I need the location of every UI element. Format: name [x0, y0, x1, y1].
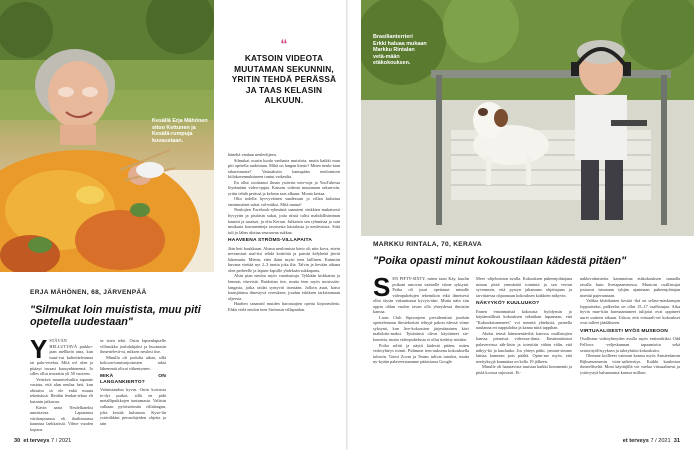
right-col1-p3: Poika selitti ja näytti kädestä pitäen, miten videoyhteys toimii. Pidimme tren-auksena kokouksella tulosiin. Totesi Zoom ja Teams tulivat tutuiksi, mutta ny-kyään palaveerauamme pääasiassa Google	[373, 342, 469, 365]
right-page-number: 31	[673, 438, 680, 444]
right-col2-p4: Minulle oli haastavista muistaa kaikki kommentit ja pitää koossa sujuvasti. Ei-	[476, 364, 572, 375]
right-headline: "Poika opasti minut kokoustilaan kädestä pitäen"	[373, 255, 627, 267]
left-page-footer	[14, 438, 71, 444]
left-col2-p2: Minulla oli joululta aikaa, sillä kokoon-tumisrajoitusten takia lähemmät olivat vähentyneet.	[100, 354, 166, 371]
right-col2-subheading: NÄKYYKÖ? KUULUUKO?	[476, 301, 540, 307]
right-person-name: MARKKU RINTALA, 70, KERAVA	[373, 241, 482, 248]
left-col3-text: häneltä vanhan neuleohjeen.	[228, 152, 277, 157]
left-col3-p6: Jäin heti koukkuun. Alussa neulomista hieto oli niin kova, ettein nevtamiset mal-tisi tehdä kotitöitä ja paivää kölyheää jäivät lukematta. Mietin, ettei ikäni myisi teen laillinen. Kuinniin kuvana viettää nyt 2–3 tuntia joka ilta. Talvin ja kevään aikana olen perheelle ja lapsen-lapsille yhdeksän sukkaparia.	[228, 245, 340, 273]
left-col3-p5: Neulojien Facebook-ryhmästä saamieni vinkkien mukaisesti hyvyytin ja pistäisin sukat, jotta niistä tulisi mahdollisimman kauniit ja tasaiset, ja olin Kerran. Julkaisin sen ryhmässä ja sain muikaria kommentteja tasoisesta käsialasta ja neuleosista. Siitä tuli jo lähes alottaa seuraavaa sukkaa.	[228, 207, 340, 235]
right-col3-text: nakkivalmistetta kammottaa etäkokouksen sanaalla tavalla kuin livetapaamisessa. Muutoin osallistujat joutuvat istumaan tyhjän ajanmaan puheenjohtajan miettiä pajerrantaan.	[580, 276, 680, 298]
left-page-number: 30	[14, 438, 21, 444]
left-magazine-name: et terveys	[23, 438, 50, 444]
photo-man-with-dog	[361, 0, 694, 236]
right-col2-text: Meet -ohjelmiston avulla. Kokouksen puheenjohtajana minun piteä ymmärtää toiminta ja sen verran syvemmin, että pystyn jakamaan ohjeitajaan ja tarvittaessa ohjaamaan kokouksen kaikkien näkyvin.	[476, 276, 572, 298]
right-col3-subheading: VIRTUAALISESTI MYÖS MUSEOON	[580, 328, 669, 334]
right-column-1	[373, 276, 469, 432]
left-person-name: ERJA MÄHÖNEN, 68, JÄRVENPÄÄ	[30, 289, 147, 296]
right-col1-p2: Lions Club Sipoonjoen presidenttinä jouduin opettelemaan iltesteketistä tehtyjä pakon edessä viime syksynä, kun live-kokousten järjestäminen kävi mahdotto-maksi. Tyttäränsä olivat käyttäneet sie-kometia, mutta videopuhelusta ei ollut tiedetty mitään.	[373, 314, 469, 343]
left-col1-text: STÄVÄN HELLUTTAVÄ puikko-jaan mellkein aina, kun tutui-vat kaltoitteleamaa tai pala-verelaa. Mitä ovl olen ja pitäayt isuzasi kaasynhtenemä. Jo silles ollut teoraatin yli 50 vuoteen.	[30, 338, 93, 377]
right-col3-p2: Valikta klubilainen kestää -ikä on seläse-mäskompin loppiaiseksi, palkeelsa on ollut 15–17 osallistujaa. Aika hyvin mue-kiin harmaantuneet tulijoiat ovat oppineet uuret uutteen aikaan. Uskon, että virtuaali-set kokoukset ovat tulleet jäädäkseen.	[580, 298, 680, 326]
quote-mark-icon: “	[280, 36, 288, 52]
left-col3-p7: Alsin pian neuloa myös varuksutuja. Tykkään kirkkaista ja lemmis värreistä. Raidoitan itse, mutta teen myös mosissäis-langasta, jotka raidat syntyvät itsestään. Jolloin asiat, katso kaaisjäänsu ilmestyvä vereuksen, joudun erkiksen tarkistamaan oljeesta.	[228, 273, 340, 301]
left-col3-subheading: HAAVEENA STRÖMS-VILLAPAITA	[228, 238, 313, 244]
left-column-1	[30, 338, 93, 432]
left-col1-p3: Kävin aaria Neulelkateksi unnistavaa Lapuanssa värittarpiaassa eli ihailtemassa kaunista laekkarisiä. Vilme vuoden kopaoa	[30, 404, 93, 432]
right-page-footer	[623, 438, 680, 444]
right-issue: 7 / 2021	[650, 438, 671, 444]
left-issue: 7 / 2021	[51, 438, 72, 444]
left-col1-p2: Veistävä maanivelsulttu tapaatte vastata, että alan neulaa heti, kun ohtsutta sä ole enkä muuta tekemässä. Heidän leudan-tekua eli kuinnin jatkuvaa.	[30, 376, 93, 405]
right-photo-caption: Brasilianterrieri Erkki haluaa mukaan Markku Rintalan vetä-mään etäkokouksen.	[373, 34, 427, 67]
right-col3-p3: Osallistun videoyhteyden avulla myös entiserikiksi Odd Fellows -veljeskunnan tapaamisiin sekä seniorityöllisyyksen ja talotyhtiön kokouksiin.	[580, 336, 680, 353]
right-column-3	[580, 276, 680, 432]
left-headline: "Silmukat loin muistista, muu piti opetella uudestaan"	[30, 304, 201, 329]
left-column-2	[100, 338, 166, 432]
photo-knitting-woman	[0, 0, 214, 272]
pull-quote-text: KATSOIN VIDEOTA MUUTAMAN SEKUNNIN, YRITIN TEHDÄ PERÄSSÄ JA TAAS KELASIN ALKUUN.	[231, 53, 337, 106]
left-col2-p3: Valmistaudun hyvin. Ostin koivusta te-dyt puikot, sillä en pidä metallipuikkojen tuntumasta. Valitsin valkaan pyöristetmän villalangan, joka kestää kulutusta. Kyse-lin ystäväldäni perusohjeiden ohjetta ja tain	[100, 387, 166, 426]
dropcap-y: Y	[30, 338, 48, 364]
left-col3-p2: Silmukat osasin luoda vanhasta muistista, mutta kaikki muu piti opetella uudestaan. Mikä on langan kierto? Miten neulo-taan takareunasta? Vastuaksiin kantapään neulomisen kiilakavennuksineen tuntui vaikealta.	[228, 157, 340, 180]
left-col3-p3: En ollut osoittanut ilman ystäviin neu-voja ja YouTubesta löytämiäni video-oppia. Katsoin videota muutaman sekun-nin, yritin tehdä perässä ja kelasin taas alkuun. Monta kertaa.	[228, 179, 340, 196]
right-magazine-name: et terveys	[622, 438, 649, 444]
left-photo-caption: Kesällä Erja Mähönen sitoo Kettunen ja Kesälä-rumpuja kuvaustaan.	[152, 118, 208, 144]
left-col3-p8: Haaften sananrid muiden harrastajien opetta kirjoneuletta. Ehkä vielä neulon teen Strömsin villapaidan.	[228, 301, 340, 312]
dropcap-s: S	[373, 276, 391, 302]
pull-quote	[228, 38, 340, 106]
left-col2-subheading: MIKÄ ON LANGANKIERTO?	[100, 374, 166, 385]
left-column-3	[228, 152, 340, 432]
left-col3-p4: Olin todella hyvvyväinen saadessani jo villan kuluttua ensimmäiset sukat val-miiksi. Mitä muuta!	[228, 196, 340, 207]
right-col3-p4: Olemme koilleeet vaimoni kanssa myös Amsterdamin Rijksmuseumin virtu-aaliriesitys. Kaikki kuulostaa ihmeelliseltä. Moni käyttäjillä voi vaelaa virtuaalisesti ja ystävystyä haluamansa kanssa milloin	[580, 353, 680, 375]
page-gutter	[346, 0, 348, 450]
right-col2-p3: Aluksi teimä hämmentäviltä kaiossa osallistujien kanssa piemissä videossa-dasta. Ensimmäisissä palavereissa säh-läsin ja totesittin vähän välin, että näkyy-kö ja kuuluuko. Jos yhteys pätki, ymmär-simme laittaa kameran pois päältä. Opim-me myös, että neeityksyjä kannattaa on kello 19 jälkeen.	[476, 330, 572, 364]
right-col2-p2: Ennen ensimmäistä kokousta hyödynsin jo käytännöllisiä kokouksen tekniikan lupamaan, että "Kokoukstumenees" voi menetä yhtekisiä, painella naulanna eri nappulobta ja kanna niitä tappihan.	[476, 308, 572, 331]
left-col2-text: se siten tekii. Ostin lapsenlapselle villasukka joululahjaksi ja huomasin ihmettelevä-ni, miksen neulosi itse.	[100, 338, 166, 355]
right-col1-text: EN PIFTY-SIXTY, miten taasi Käy, kuulin poikani sanovan vaimolle viime syksynä. Poika oli juuri opettanut minulle videopuhelujen tekemikon eikä ilmeisesti ollut täysin vakuuttunut kyvyis-täni. Mutta näin siin oppin ohlan vuolen tavan olla yhteydessä ihmisiin kanssa.	[373, 276, 469, 315]
right-column-2	[476, 276, 572, 432]
